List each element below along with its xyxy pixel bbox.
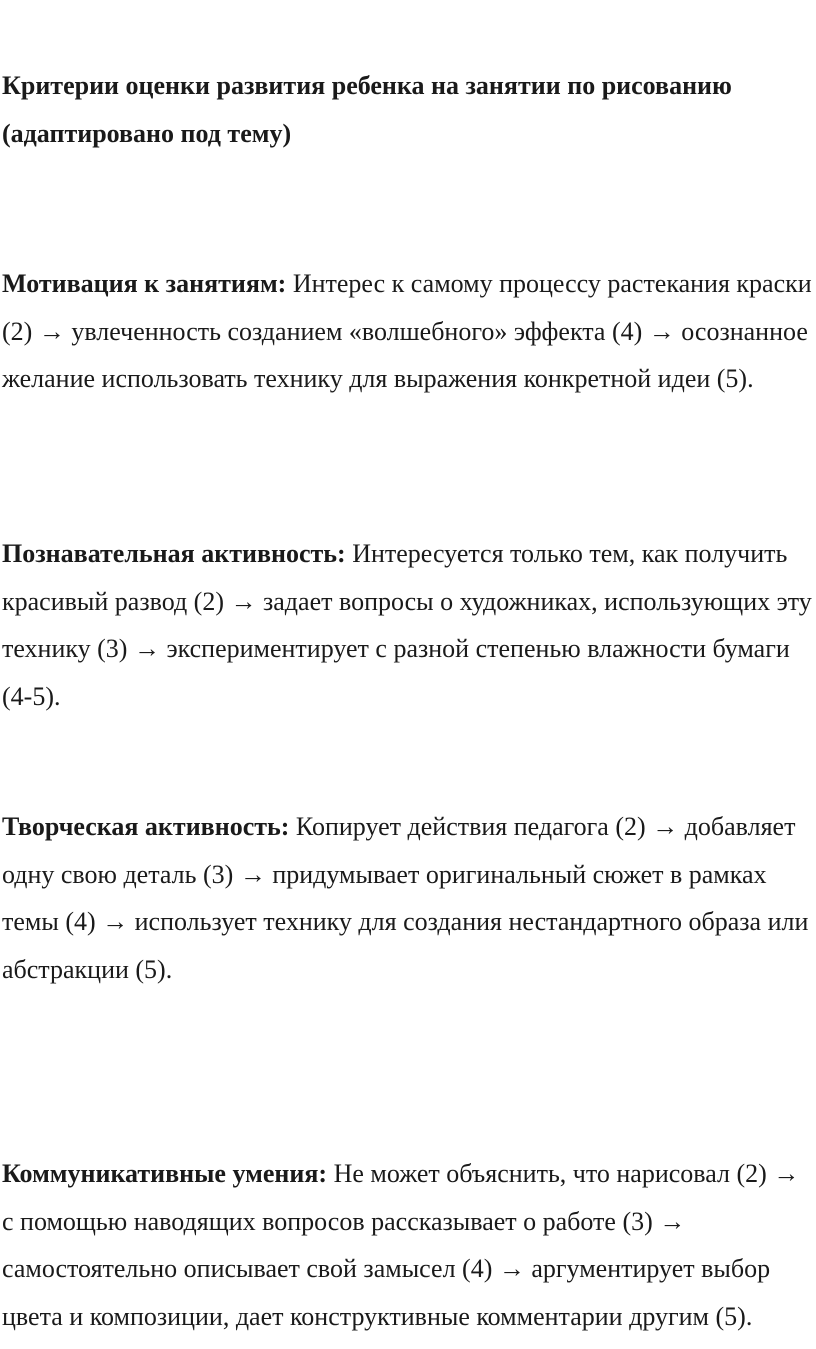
criterion-cognitive-activity [2,530,814,720]
criterion-label: Творческая активность: [2,812,290,841]
criterion-text: Интересуется только тем, как получить красивый развод (2) → задает вопросы о художниках, использующих эту технику (3) → экспериментирует с разной степенью влажности бумаги (4-5). [2,539,812,711]
criterion-label: Мотивация к занятиям: [2,269,287,298]
criterion-creative-activity [2,803,814,993]
document-title [2,62,814,158]
criterion-label: Познавательная активность: [2,539,346,568]
criterion-communication-skills [2,1150,814,1340]
criterion-text: Интерес к самому процессу растекания краски (2) → увлеченность созданием «волшебного» эффекта (4) → осознанное желание использовать технику для выражения конкретной идеи (5). [2,269,812,393]
title-line-1: Критерии оценки развития ребенка на занятии по рисованию [2,71,732,100]
title-line-2: (адаптировано под тему) [2,119,292,148]
criterion-motivation [2,260,814,403]
criterion-text: Не может объяснить, что нарисовал (2) → с помощью наводящих вопросов рассказывает о работе (3) → самостоятельно описывает свой замысел (4) → аргументирует выбор цвета и композиции, дает конструктивные комментарии другим (5). [2,1159,800,1331]
criterion-label: Коммуникативные умения: [2,1159,328,1188]
criterion-text: Копирует действия педагога (2) → добавляет одну свою деталь (3) → придумывает оригинальный сюжет в рамках темы (4) → использует технику для создания нестандартного образа или абстракции (5). [2,812,809,984]
